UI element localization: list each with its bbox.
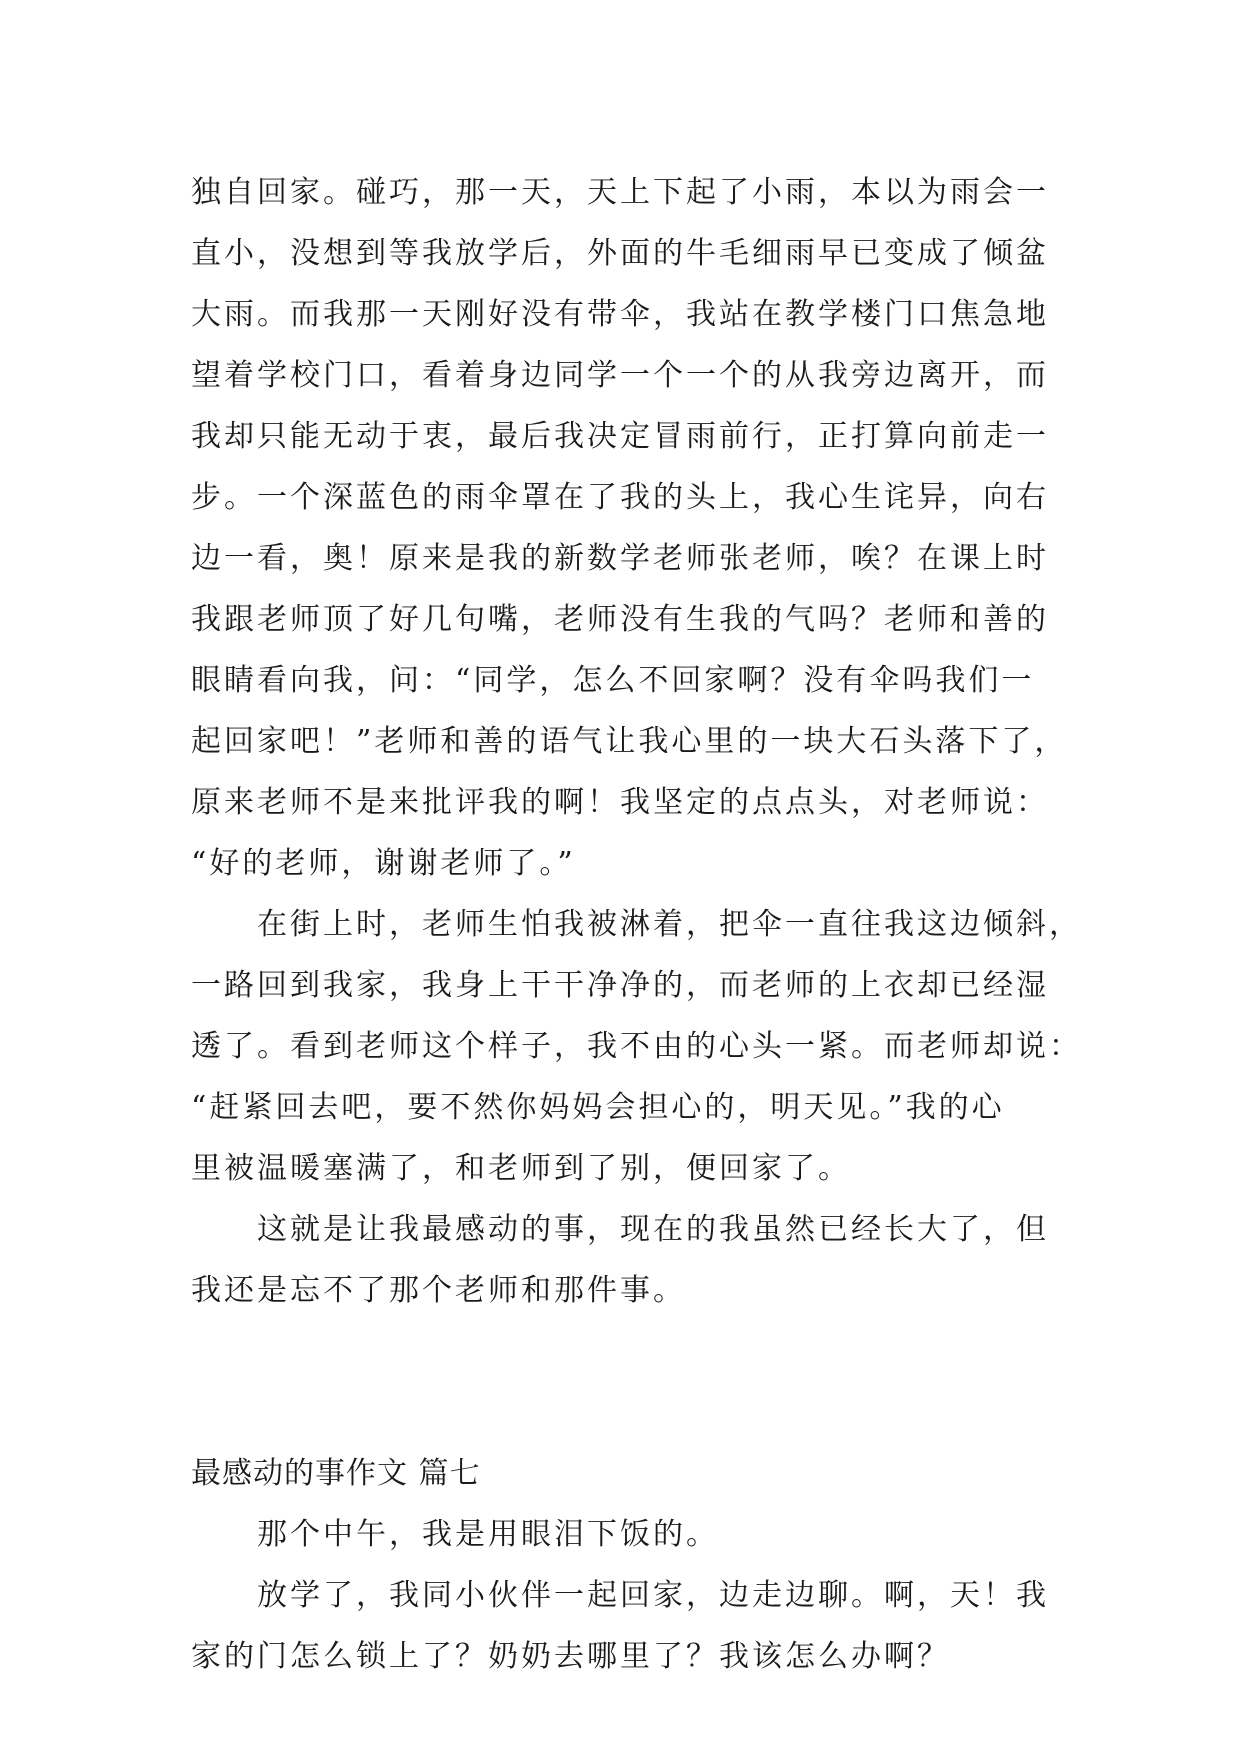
text-line: 独自回家。碰巧，那一天，天上下起了小雨，本以为雨会一 — [191, 175, 1049, 210]
text-line: 我却只能无动于衷，最后我决定冒雨前行，正打算向前走一 — [191, 419, 1049, 454]
text-line: 大雨。而我那一天刚好没有带伞，我站在教学楼门口焦急地 — [191, 297, 1049, 332]
text-line: “赶紧回去吧，要不然你妈妈会担心的，明天见。”我的心 — [191, 1090, 1005, 1125]
text-line: 望着学校门口，看着身边同学一个一个的从我旁边离开，而 — [191, 358, 1049, 393]
text-line: 家的门怎么锁上了？奶奶去哪里了？我该怎么办啊？ — [191, 1639, 950, 1674]
text-line: 边一看，奥！原来是我的新数学老师张老师，唉？在课上时 — [191, 541, 1049, 576]
text-line: 放学了，我同小伙伴一起回家，边走边聊。啊，天！我 — [191, 1578, 1049, 1613]
section-heading: 最感动的事作文 篇七 — [191, 1456, 481, 1491]
text-line: 那个中午，我是用眼泪下饭的。 — [191, 1517, 719, 1552]
text-line: 我跟老师顶了好几句嘴，老师没有生我的气吗？老师和善的 — [191, 602, 1049, 637]
text-line: 里被温暖塞满了，和老师到了别，便回家了。 — [191, 1151, 851, 1186]
document-page — [191, 162, 1082, 1687]
text-line: 直小，没想到等我放学后，外面的牛毛细雨早已变成了倾盆 — [191, 236, 1049, 271]
essay-body-part2 — [191, 1504, 1053, 1687]
text-line: “好的老师，谢谢老师了。” — [191, 846, 576, 881]
text-line: 一路回到我家，我身上干干净净的，而老师的上衣却已经湿 — [191, 968, 1049, 1003]
text-line: 起回家吧！”老师和善的语气让我心里的一块大石头落下了， — [191, 724, 1068, 759]
text-line: 我还是忘不了那个老师和那件事。 — [191, 1273, 686, 1308]
text-line: 眼睛看向我，问：“同学，怎么不回家啊？没有伞吗我们一 — [191, 663, 1035, 698]
text-line: 步。一个深蓝色的雨伞罩在了我的头上，我心生诧异，向右 — [191, 480, 1049, 515]
text-line: 在街上时，老师生怕我被淋着，把伞一直往我这边倾斜， — [191, 907, 1082, 942]
text-line: 透了。看到老师这个样子，我不由的心头一紧。而老师却说： — [191, 1029, 1082, 1064]
text-line: 原来老师不是来批评我的啊！我坚定的点点头，对老师说： — [191, 785, 1049, 820]
text-line: 这就是让我最感动的事，现在的我虽然已经长大了，但 — [191, 1212, 1049, 1247]
essay-body-part1 — [191, 162, 1082, 1321]
